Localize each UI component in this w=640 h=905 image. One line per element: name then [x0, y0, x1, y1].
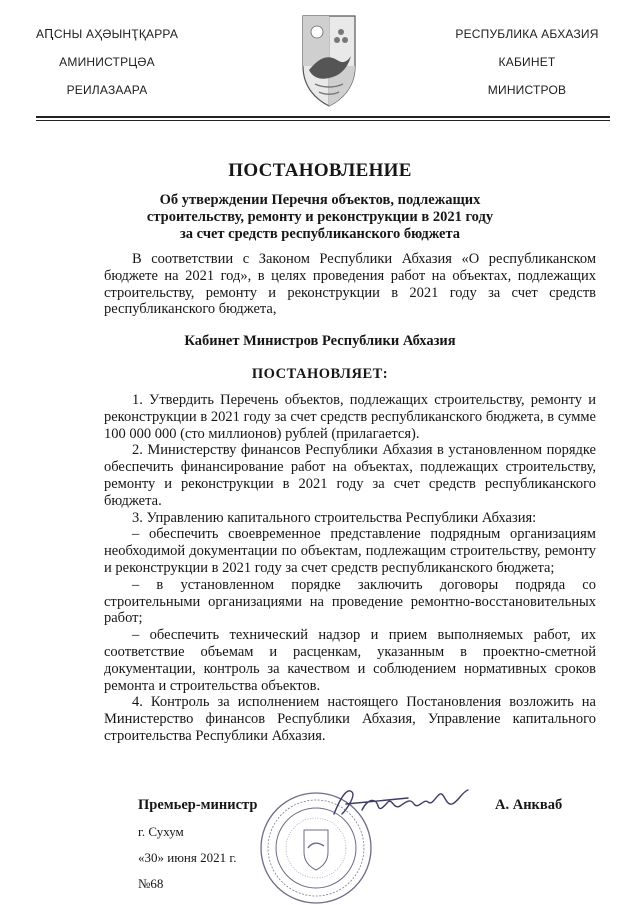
issuing-body: Кабинет Министров Республики Абхазия: [184, 333, 456, 349]
paragraph-3-item-2: – в установленном порядке заключить договоры подряда со строительными организациями на проведение ремонтно-восстановительных работ;: [104, 576, 596, 627]
handwritten-signature-icon: [328, 784, 478, 820]
header-right-russian: [422, 26, 632, 110]
document-type-title: ПОСТАНОВЛЕНИЕ: [228, 160, 412, 181]
header-left-line: АМИНИСТРЦӘА: [59, 55, 155, 69]
header-left-line: АԤСНЫ АҲӘЫНҬҚАРРА: [35, 27, 179, 41]
resolves-heading: ПОСТАНОВЛЯЕТ:: [251, 366, 389, 382]
signatory-name: А. Анкваб: [495, 797, 563, 813]
paragraph-3-item-3: – обеспечить технический надзор и прием выполняемых работ, их соответствие объемам и расценкам, указанным в проектно-сметной документации, контроль за качеством и соблюдением нормативных сроков ремонта и строительства объектов.: [104, 627, 596, 694]
abkhazia-coat-of-arms-icon: [299, 14, 359, 108]
preamble-text: В соответствии с Законом Республики Абхазия «О республиканском бюджете на 2021 год», в целях проведения работ на объектах, подлежащих строительству, ремонту и реконструкции в 2021 году за счет средств республиканского бюджета,: [104, 251, 596, 318]
header-right-line: РЕСПУБЛИКА АБХАЗИЯ: [455, 27, 599, 41]
header-divider-thick: [36, 116, 610, 118]
paragraph-1: 1. Утвердить Перечень объектов, подлежащих строительству, ремонту и реконструкции в 2021 году за счет средств республиканского бюджета, в сумме 100 000 000 (сто миллионов) рублей (прилагается).: [104, 392, 596, 442]
header-left-line: РЕИЛАЗААРА: [66, 83, 148, 97]
preamble: [104, 251, 596, 318]
issue-city: г. Сухум: [138, 824, 184, 839]
signatory-title: Премьер-министр: [138, 797, 258, 813]
subject-line: за счет средств республиканского бюджета: [179, 226, 461, 242]
subject-line: Об утверждении Перечня объектов, подлежащих: [159, 192, 481, 208]
issue-date: «30» июня 2021 г.: [138, 850, 237, 865]
paragraph-3: 3. Управлению капитального строительства Республики Абхазия:: [132, 509, 537, 526]
header-divider-thin: [36, 120, 610, 121]
header-right-line: КАБИНЕТ: [498, 55, 556, 69]
paragraph-2: 2. Министерству финансов Республики Абхазия в установленном порядке обеспечить финансирование работ на объектах, подлежащих строительству, ремонту и реконструкции в 2021 году за счет средств республиканского бюджета.: [104, 442, 596, 509]
paragraph-4: 4. Контроль за исполнением настоящего Постановления возложить на Министерство финансов Республики Абхазия, Управление капитального строительства Республики Абхазия.: [104, 694, 596, 744]
document-number: №68: [138, 876, 164, 891]
header-right-line: МИНИСТРОВ: [487, 83, 567, 97]
document-subject: [100, 192, 540, 243]
header-left-abkhaz: [2, 26, 212, 110]
resolution-paragraphs: [104, 392, 596, 745]
subject-line: строительству, ремонту и реконструкции в 2021 году: [146, 209, 494, 225]
paragraph-3-item-1: – обеспечить своевременное представление подрядным организациям необходимой документации по объектам, подлежащим строительству, ремонту и реконструкции в 2021 году за счет средств республиканского бюджета;: [104, 526, 596, 576]
